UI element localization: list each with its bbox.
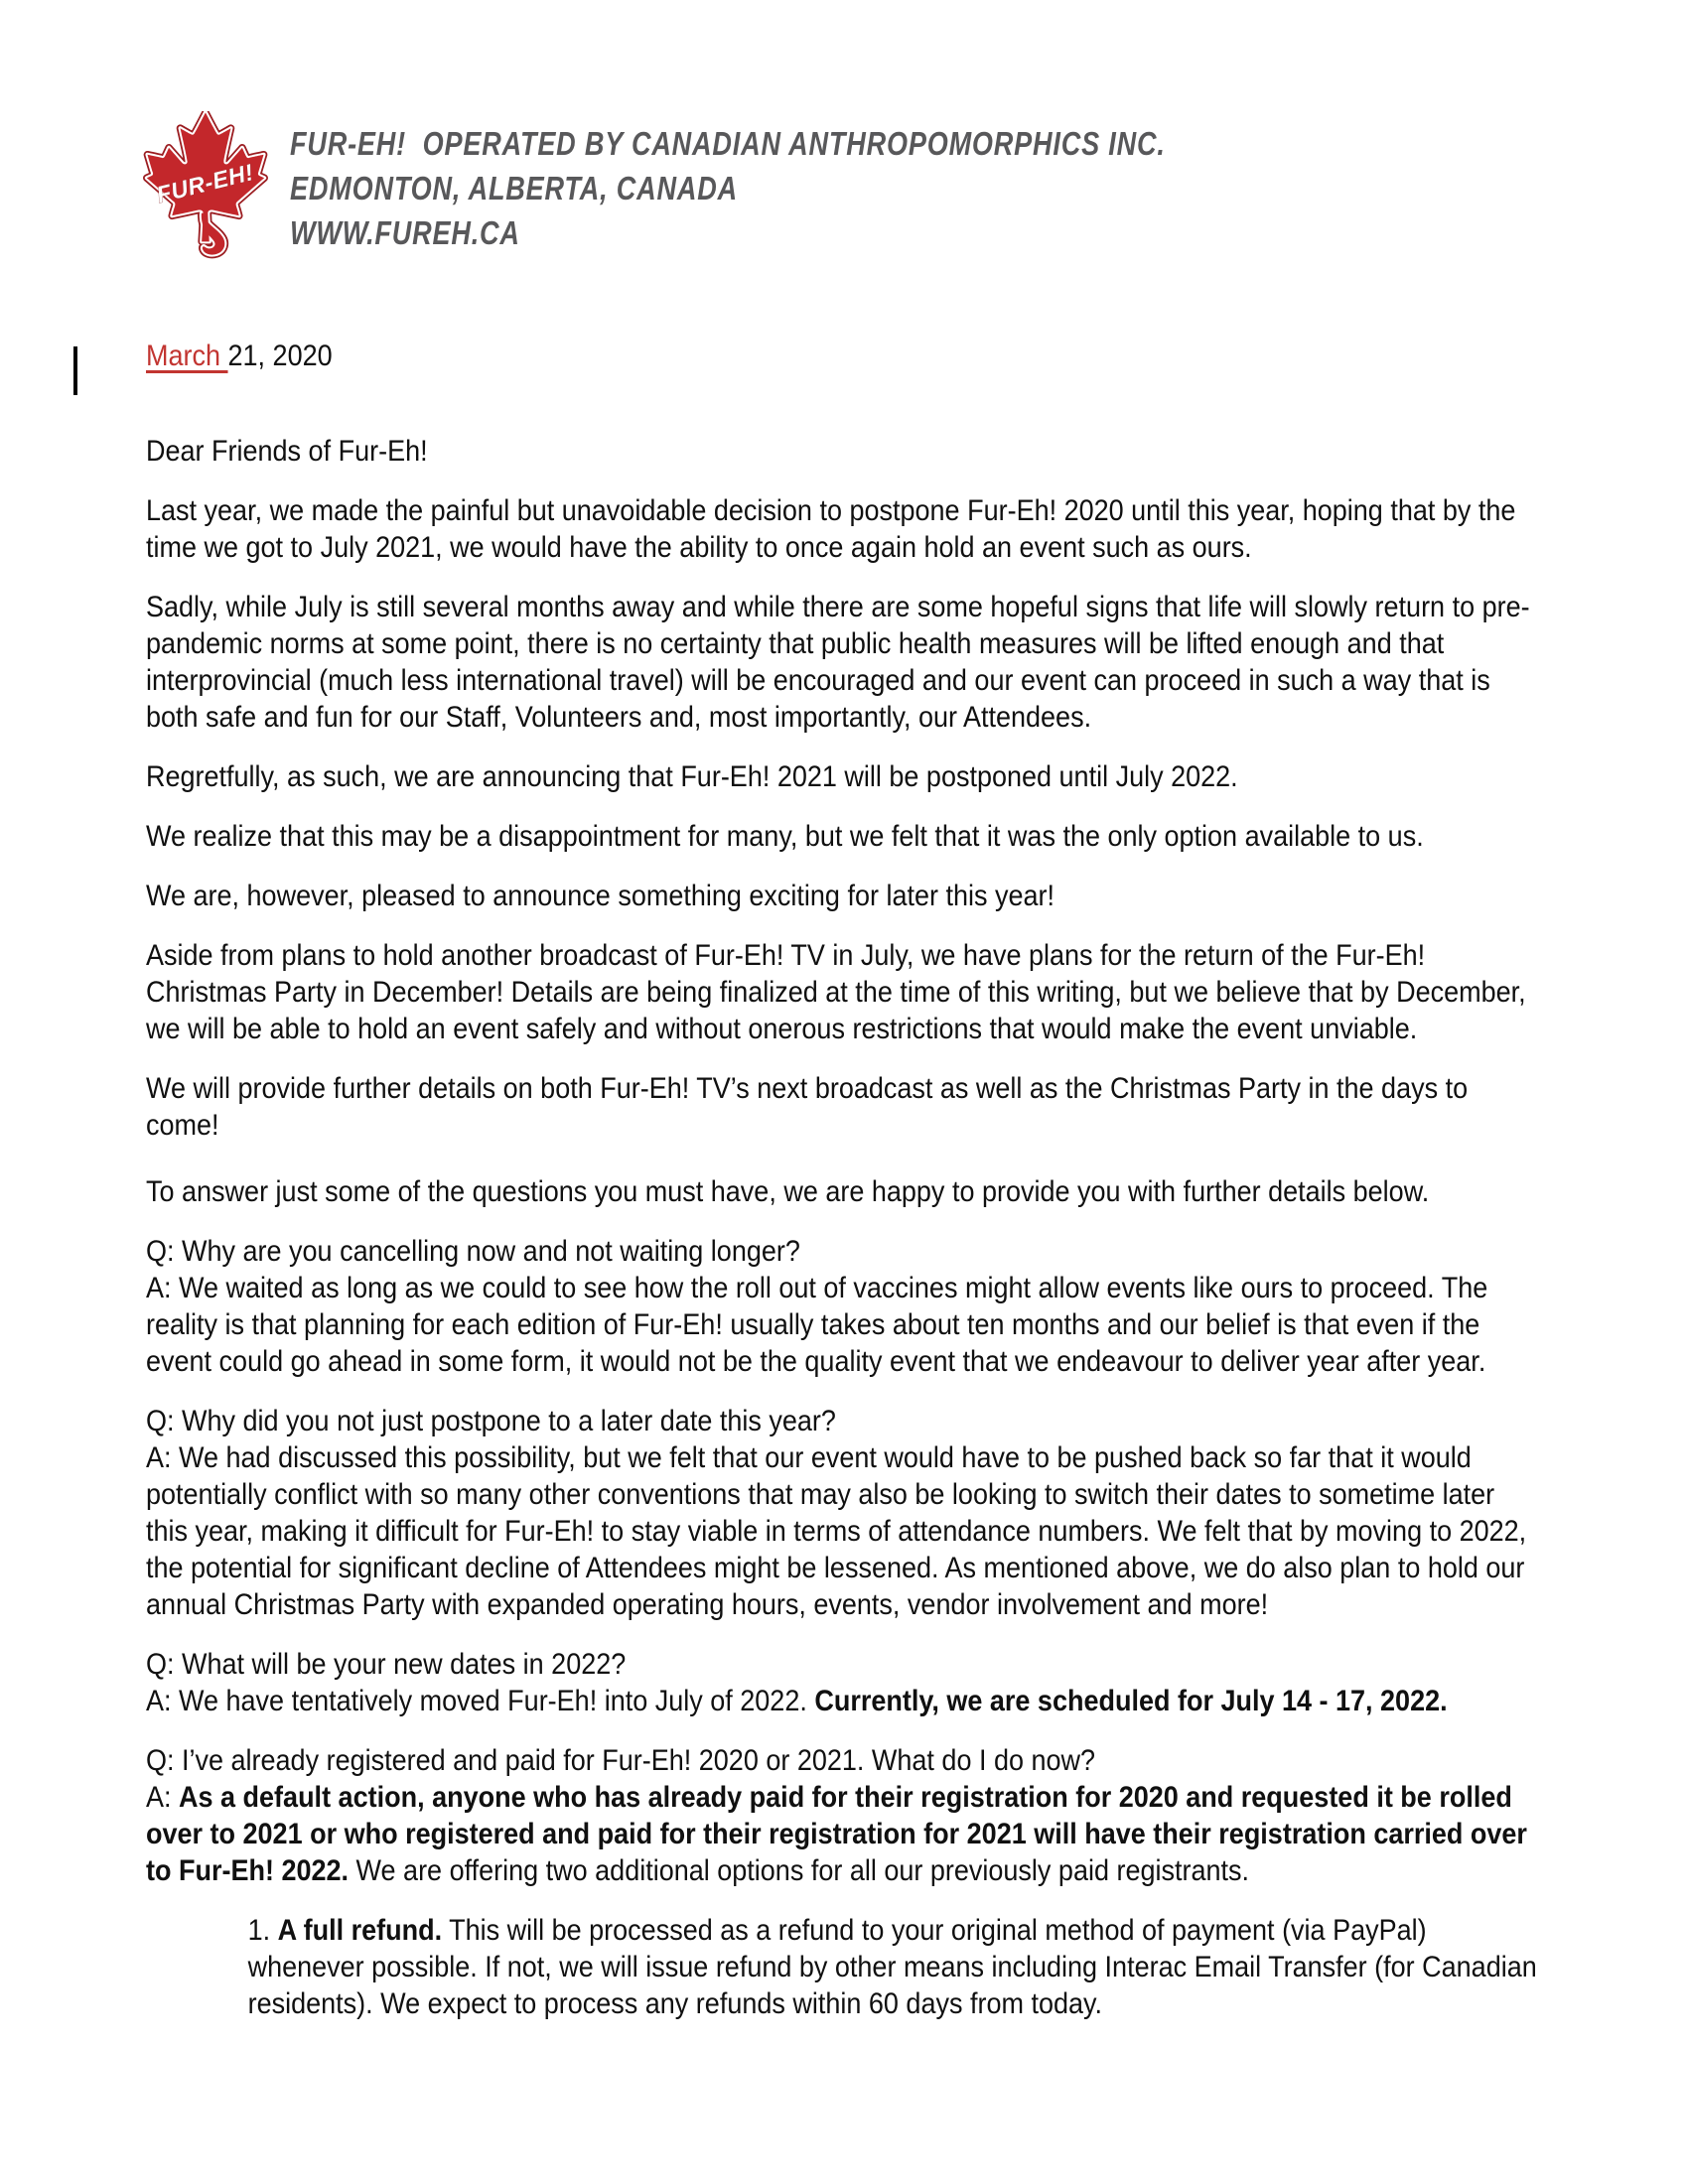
paragraph [146, 878, 1542, 914]
paragraph [146, 1742, 1542, 1889]
paragraph-text: Last year, we made the painful but unavoidable decision to postpone Fur-Eh! 2020 until this year, hoping that by the time we got to July 2021, we would have the ability to once again hold an event such as ours. [146, 494, 1516, 564]
paragraph [146, 1912, 1542, 2022]
paragraph-text: We will provide further details on both Fur-Eh! TV’s next broadcast as well as the Christmas Party in the days to come! [146, 1072, 1469, 1142]
date-inserted-text: March [146, 340, 228, 372]
paragraph [146, 1173, 1542, 1210]
paragraph [146, 492, 1542, 566]
paragraph-text: A: We have tentatively moved Fur-Eh! into July of 2022. [146, 1685, 815, 1717]
header-line-company: FUR-EH! OPERATED BY CANADIAN ANTHROPOMORPHICS INC. [290, 125, 1166, 162]
paragraph-text: A: We had discussed this possibility, but we felt that our event would have to be pushed back so far that it would potentially conflict with so many other conventions that may also be looking to switch their dates to sometime later this year, making it difficult for Fur-Eh! to stay viable in terms of attendance numbers. We felt that by moving to 2022, the potential for significant decline of Attendees might be lessened. As mentioned above, we do also plan to hold our annual Christmas Party with expanded operating hours, events, vendor involvement and more! [146, 1441, 1527, 1621]
paragraph [146, 589, 1542, 736]
paragraph [146, 758, 1542, 795]
paragraph [146, 1070, 1542, 1144]
paragraph-text: A: [146, 1781, 180, 1814]
paragraph-text-bold: A full refund. [277, 1914, 443, 1947]
paragraph-text: We are offering two additional options for all our previously paid registrants. [349, 1854, 1250, 1887]
letter-body-region [146, 338, 1542, 2045]
letter-body [146, 433, 1542, 2022]
paragraph [146, 937, 1542, 1047]
date-line [146, 338, 1542, 374]
tracked-change-bar [73, 346, 77, 395]
paragraph-text: Q: I’ve already registered and paid for Fur-Eh! 2020 or 2021. What do I do now? [146, 1744, 1096, 1777]
paragraph-text: Q: Why did you not just postpone to a later date this year? [146, 1405, 836, 1437]
header-line-city: EDMONTON, ALBERTA, CANADA [290, 170, 738, 206]
paragraph-text-bold: Currently, we are scheduled for July 14 - 17, 2022. [814, 1685, 1448, 1717]
paragraph-text: Dear Friends of Fur-Eh! [146, 435, 428, 468]
paragraph-text: 1. [247, 1914, 278, 1947]
paragraph [146, 818, 1542, 855]
fureh-maple-leaf-logo [141, 111, 270, 260]
paragraph-text: Regretfully, as such, we are announcing that Fur-Eh! 2021 will be postponed until July 2022. [146, 760, 1238, 793]
paragraph-text: We are, however, pleased to announce something exciting for later this year! [146, 880, 1055, 912]
header-line-website: WWW.FUREH.CA [290, 214, 520, 251]
paragraph [146, 1646, 1542, 1719]
paragraph [146, 1233, 1542, 1380]
paragraph-text: Q: Why are you cancelling now and not waiting longer? [146, 1235, 800, 1268]
paragraph-text: We realize that this may be a disappointment for many, but we felt that it was the only option available to us. [146, 820, 1424, 853]
paragraph-text-bold: As a default action, anyone who has already paid for their registration for 2020 and requested it be rolled over to 2021 or who registered and paid for their registration for 2021 will have their registration carried over to Fur-Eh! 2022. [146, 1781, 1527, 1887]
header-lines [290, 121, 1357, 255]
paragraph [146, 433, 1542, 470]
paragraph-text: Aside from plans to hold another broadcast of Fur-Eh! TV in July, we have plans for the return of the Fur-Eh! Christmas Party in December! Details are being finalized at the time of this writing, but we believe that by December, we will be able to hold an event safely and without onerous restrictions that would make the event unviable. [146, 939, 1526, 1045]
paragraph-text: This will be processed as a refund to your original method of payment (via PayPal) whenever possible. If not, we will issue refund by other means including Interac Email Transfer (for Canadian residents). We expect to process any refunds within 60 days from today. [247, 1914, 1537, 2020]
paragraph-text: Q: What will be your new dates in 2022? [146, 1648, 627, 1681]
paragraph [146, 1403, 1542, 1623]
date-text: 21, 2020 [227, 340, 333, 372]
paragraph-text: A: We waited as long as we could to see how the roll out of vaccines might allow events like ours to proceed. The reality is that planning for each edition of Fur-Eh! usually takes about ten months and our belief is that even if the event could go ahead in some form, it would not be the quality event that we endeavour to deliver year after year. [146, 1272, 1488, 1378]
logo-wordmark: FUR-EH! [154, 159, 256, 208]
paragraph-text: Sadly, while July is still several months away and while there are some hopeful signs that life will slowly return to pre-pandemic norms at some point, there is no certainty that public health measures will be lifted enough and that interprovincial (much less international travel) will be encouraged and our event can proceed in such a way that is both safe and fun for our Staff, Volunteers and, most importantly, our Attendees. [146, 591, 1530, 734]
paragraph-text: To answer just some of the questions you must have, we are happy to provide you with further details below. [146, 1175, 1430, 1208]
